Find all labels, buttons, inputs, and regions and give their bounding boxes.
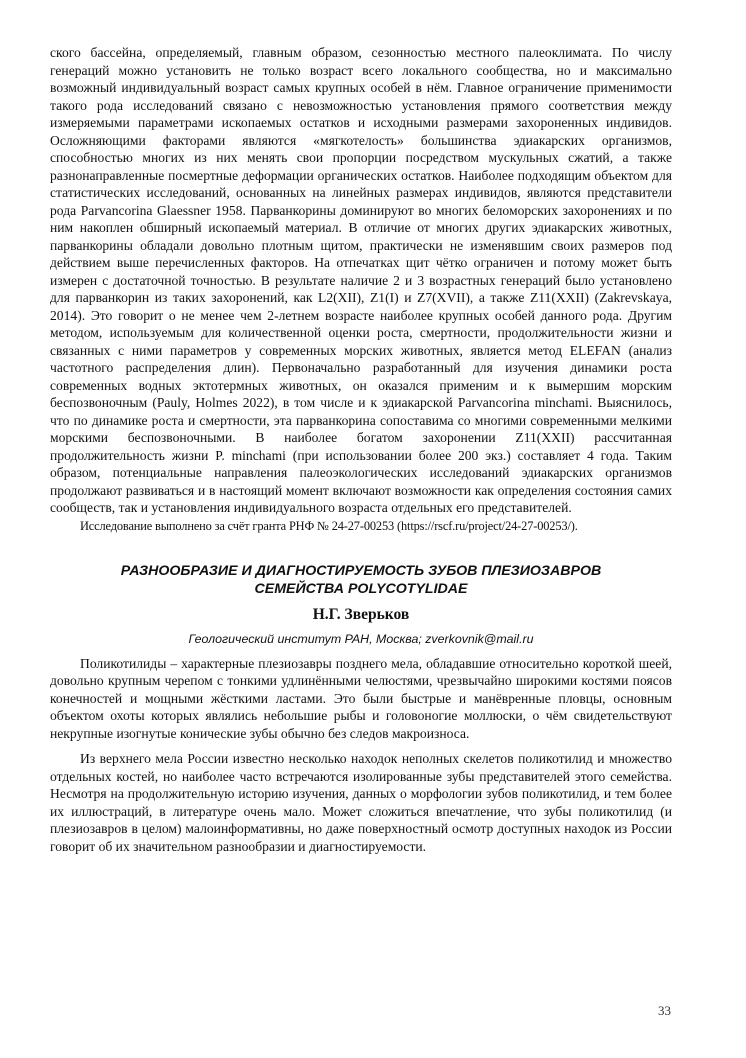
- author-affiliation: Геологический институт РАН, Москва; zverkovnik@mail.ru: [188, 631, 534, 646]
- article-paragraph: Из верхнего мела России известно несколько находок неполных скелетов поликотилид и множество отдельных костей, но наиболее часто встречаются изолированные зубы представителей этого семейства. Несмотря на продолжительную историю изучения, данных о морфологии зубов поликотилид, и тем более их иллюстраций, в литературе очень мало. Может сложиться впечатление, что зубы поликотилид (и плезиозавров в целом) малоинформативны, но даже поверхностный осмотр доступных находок из России говорит об их значительном разнообразии и диагностируемости.: [50, 751, 672, 854]
- article-title-line-1: РАЗНООБРАЗИЕ И ДИАГНОСТИРУЕМОСТЬ ЗУБОВ ПЛЕЗИОЗАВРОВ: [120, 562, 602, 579]
- acknowledgement: Исследование выполнено за счёт гранта РНФ № 24-27-00253 (https://rscf.ru/project/24-27-00253/).: [80, 518, 578, 533]
- article-title: [50, 562, 672, 598]
- text-column: [50, 44, 672, 855]
- article-title-line-2: СЕМЕЙСТВА POLYCOTYLIDAE: [254, 580, 468, 597]
- article-paragraph: Поликотилиды – характерные плезиозавры позднего мела, обладавшие относительно короткой шеей, довольно крупным черепом с тонкими удлинёнными челюстями, чрезвычайно широкими костями поясов конечностей и мощными жёсткими ластами. Это были быстрые и манёвренные пловцы, основным объектом охоты которых являлись небольшие рыбы и головоногие моллюски, о чём свидетельствуют некрупные изогнутые конические зубы обычно без следов макроизноса.: [50, 655, 672, 741]
- continued-paragraph: ского бассейна, определяемый, главным образом, сезонностью местного палеоклимата. По числу генераций можно установить не только возраст всего локального сообщества, но и максимально возможный индивидуальный возраст самых крупных особей в нём. Главное ограничение применимости такого рода исследований связано с невозможностью установления прямого соответствия между измеряемыми параметрами ископаемых остатков и исходными размерами захороненных индивидов. Осложняющими факторами являются «мягкотелость» большинства эдиакарских организмов, способностью многих из них менять свои пропорции посредством мускульных сжатий, а также разнонаправленные посмертные деформации органических остатков. Наиболее подходящим объектом для статистических исследований, основанных на линейных размерах индивидов, являются представители рода Parvancorina Glaessner 1958. Парванкорины доминируют во многих беломорских захоронениях и по ним накоплен обширный ископаемый материал. В отличие от многих других эдиакарских животных, парванкорины обладали довольно плотным щитом, практически не изменявшим своих размеров под действием выше перечисленных факторов. На отпечатках щит чётко ограничен и потому может быть измерен с достаточной точностью. В результате наличие 2 и 3 возрастных генераций было установлено для парванкорин из таких захоронений, как L2(XII), Z1(I) и Z7(XVII), а также Z11(XXII) (Zakrevskaya, 2014). Это говорит о не менее чем 2-летнем возрасте наиболее крупных особей данного рода. Другим методом, используемым для количественной оценки роста, смертности, продолжительности жизни и связанных с ними параметров у современных морских животных, является метод ELEFAN (анализ частотного распределения длин). Первоначально разработанный для изучения динамики роста современных водных эктотермных животных, он оказался применим и к вымершим морским беспозвоночным (Pauly, Holmes 2022), в том числе и к эдиакарской Parvancorina minchami. Выяснилось, что по динамике роста и смертности, эта парванкорина сопоставима со многими современными мелкими морскими беспозвоночными. В наиболее богатом захоронении Z11(XXII) рассчитанная продолжительность жизни P. minchami (при использовании более 200 экз.) составляет 4 года. Таким образом, потенциальные направления палеоэкологических исследований эдиакарских организмов продолжают развиваться и в настоящий момент включают возможности как определения состояния самих сообществ, так и установления индивидуального возраста отдельных его представителей.: [50, 45, 672, 515]
- page-number: 33: [658, 1003, 671, 1018]
- author-name: Н.Г. Зверьков: [312, 605, 410, 623]
